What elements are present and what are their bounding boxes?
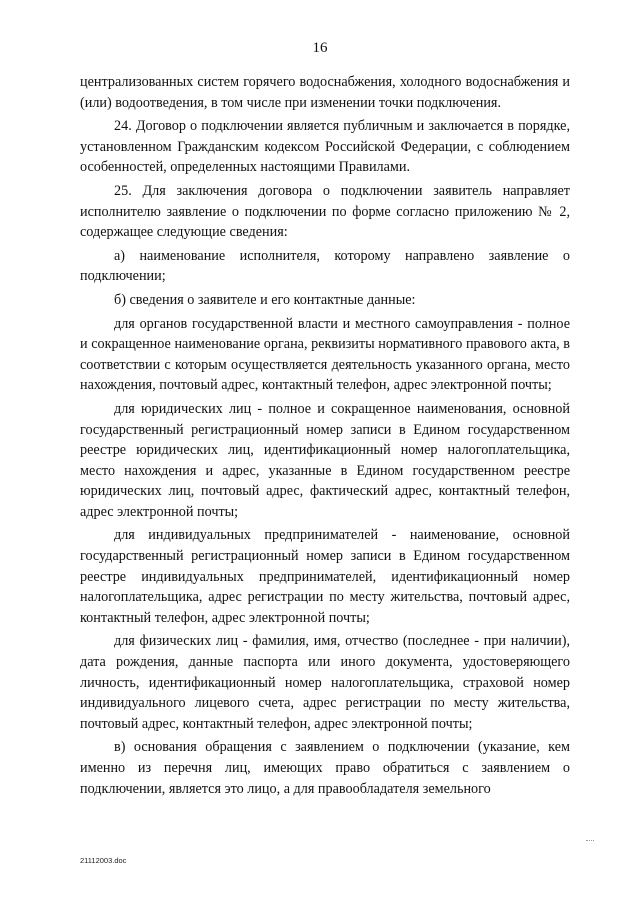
list-item-a: а) наименование исполнителя, которому направлено заявление о подключении;	[80, 247, 570, 285]
document-body	[80, 72, 570, 799]
footer-filename: 21112003.doc	[80, 856, 127, 865]
list-item-v: в) основания обращения с заявлением о подключении (указание, кем именно из перечня лиц, имеющих право обратиться с заявлением о подключении, является это лицо, а для правообладателя земельного	[80, 739, 570, 797]
paragraph-24: 24. Договор о подключении является публичным и заключается в порядке, установленном Гражданским кодексом Российской Федерации, с соблюдением особенностей, определенных настоящими Правилами.	[80, 118, 570, 176]
paragraph-legal-entities: для юридических лиц - полное и сокращенное наименования, основной государственный регистрационный номер записи в Едином государственном реестре юридических лиц, идентификационный номер налогоплательщика, место нахождения и адрес, указанные в Едином государственном реестре юридических лиц, почтовый адрес, фактический адрес, контактный телефон, адрес электронной почты;	[80, 400, 570, 520]
paragraph-government-bodies: для органов государственной власти и местного самоуправления - полное и сокращенное наименование органа, реквизиты нормативного правового акта, в соответствии с которым осуществляется деятельность указанного органа, место нахождения, почтовый адрес, контактный телефон, адрес электронной почты;	[80, 315, 570, 394]
paragraph-continuation: централизованных систем горячего водоснабжения, холодного водоснабжения и (или) водоотведения, в том числе при изменении точки подключения.	[80, 74, 570, 111]
page-number: 16	[312, 40, 328, 56]
list-item-b: б) сведения о заявителе и его контактные данные:	[114, 291, 416, 308]
paragraph-individuals: для физических лиц - фамилия, имя, отчество (последнее - при наличии), дата рождения, данные паспорта или иного документа, удостоверяющего личность, идентификационный номер налогоплательщика, страховой номер индивидуального лицевого счета, адрес регистрации по месту жительства, почтовый адрес, контактный телефон, адрес электронной почты;	[80, 633, 570, 732]
paragraph-entrepreneurs: для индивидуальных предпринимателей - наименование, основной государственный регистрационный номер записи в Едином государственном реестре индивидуальных предпринимателей, идентификационный номер налогоплательщика, адрес регистрации по месту жительства, почтовый адрес, контактный телефон, адрес электронной почты;	[80, 527, 570, 626]
scan-speck	[586, 840, 594, 845]
paragraph-25: 25. Для заключения договора о подключении заявитель направляет исполнителю заявление о подключении по форме согласно приложению № 2, содержащее следующие сведения:	[80, 182, 570, 241]
